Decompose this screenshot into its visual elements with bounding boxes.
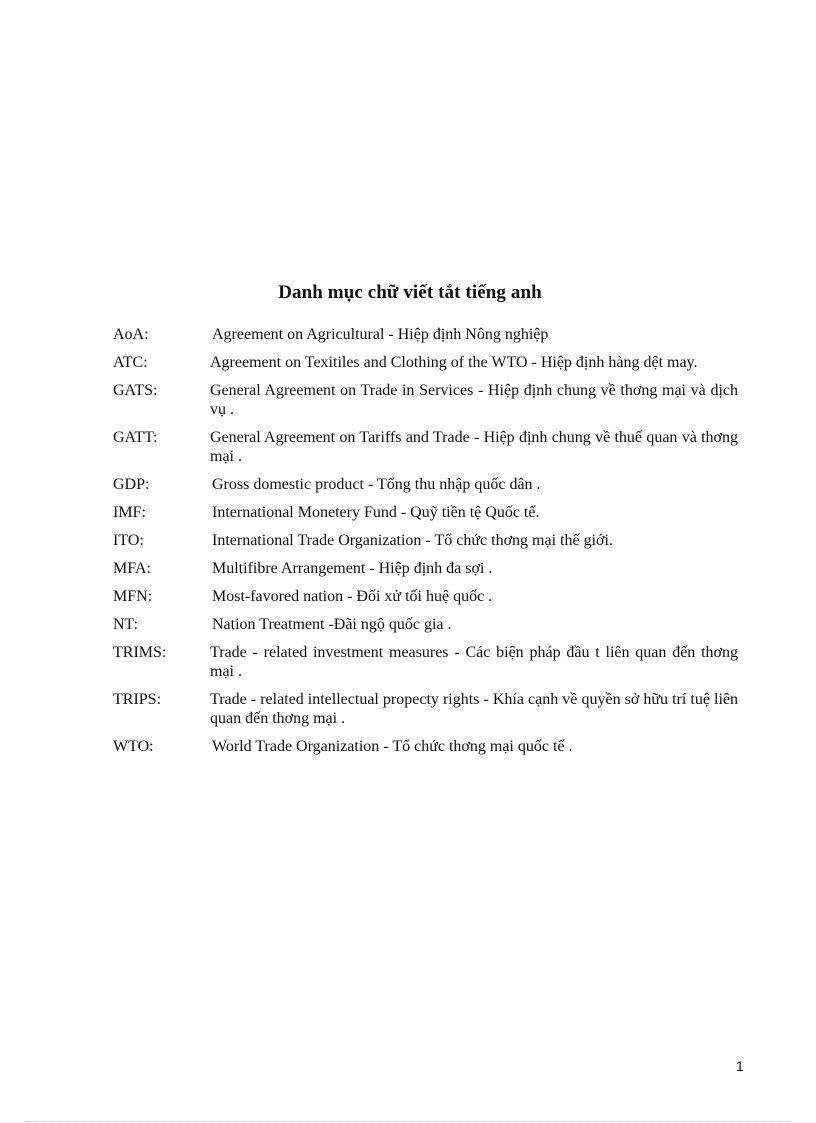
abbreviation-definition: Trade - related intellectual propecty rights - Khía cạnh về quyền sở hữu trí tuệ liên quan đến thơng mại .: [210, 691, 738, 727]
abbreviation-definition: Trade - related investment measures - Các biện pháp đầu t liên quan đến thơng mại .: [210, 644, 738, 680]
abbreviation-definition: General Agreement on Trade in Services - Hiệp định chung về thơng mại và dịch vụ .: [210, 382, 738, 418]
abbreviation-term: TRIPS:: [113, 691, 162, 708]
abbreviation-term: GDP:: [113, 476, 150, 493]
abbreviation-definition: General Agreement on Tariffs and Trade - Hiệp định chung về thuế quan và thơng mại .: [210, 429, 738, 465]
abbreviation-row: [113, 325, 738, 344]
abbreviation-term: AoA:: [113, 326, 149, 343]
abbreviation-definition: Most-favored nation - Đối xử tối huệ quốc .: [212, 588, 493, 605]
abbreviation-row: [113, 381, 738, 419]
abbreviation-row: [113, 531, 738, 550]
abbreviation-row: [113, 353, 738, 372]
abbreviation-row: [113, 643, 738, 681]
abbreviation-row: [113, 615, 738, 634]
abbreviation-term: NT:: [113, 616, 138, 633]
abbreviation-row: [113, 475, 738, 494]
abbreviation-definition: Agreement on Agricultural - Hiệp định Nông nghiệp: [212, 326, 549, 343]
abbreviation-row: [113, 559, 738, 578]
abbreviation-term: WTO:: [113, 738, 154, 755]
abbreviation-term: ATC:: [113, 354, 148, 371]
abbreviation-term: GATT:: [113, 429, 158, 446]
page-title: Danh mục chữ viết tắt tiếng anh: [278, 282, 542, 303]
abbreviation-term: ITO:: [113, 532, 144, 549]
abbreviation-list: [113, 325, 738, 765]
page-number: 1: [736, 1058, 744, 1074]
page-bottom-divider: [24, 1121, 792, 1122]
abbreviation-definition: Multifibre Arrangement - Hiệp định đa sợi .: [212, 560, 493, 577]
abbreviation-term: MFN:: [113, 588, 153, 605]
abbreviation-definition: International Trade Organization - Tổ chức thơng mại thế giới.: [212, 532, 613, 549]
abbreviation-definition: International Monetery Fund - Quỹ tiền tệ Quốc tế.: [212, 504, 540, 521]
abbreviation-term: GATS:: [113, 382, 158, 399]
abbreviation-row: [113, 428, 738, 466]
abbreviation-definition: Gross domestic product - Tổng thu nhập quốc dân .: [212, 476, 541, 493]
abbreviation-definition: World Trade Organization - Tổ chức thơng mại quốc tế .: [212, 738, 573, 755]
abbreviation-term: TRIMS:: [113, 644, 167, 661]
abbreviation-definition: Nation Treatment -Đãi ngộ quốc gia .: [212, 616, 452, 633]
abbreviation-row: [113, 737, 738, 756]
abbreviation-row: [113, 587, 738, 606]
abbreviation-term: MFA:: [113, 560, 151, 577]
abbreviation-definition: Agreement on Texitiles and Clothing of the WTO - Hiệp định hàng dệt may.: [210, 354, 698, 371]
abbreviation-row: [113, 503, 738, 522]
abbreviation-row: [113, 690, 738, 728]
abbreviation-term: IMF:: [113, 504, 146, 521]
